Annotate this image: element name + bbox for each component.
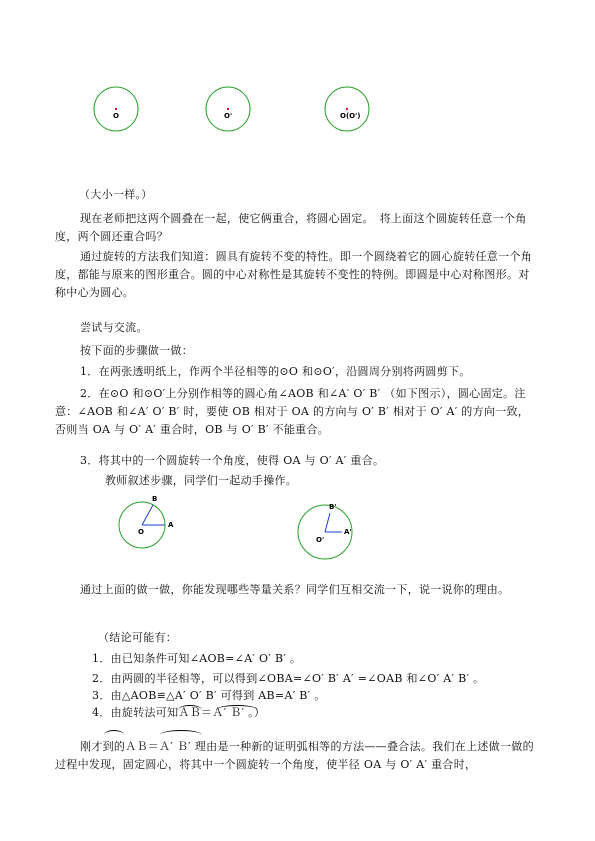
conclusion-2: 2．由两圆的半径相等，可以得到∠OBA=∠O′ B′ A′ =∠OAB 和∠O′ A′ B′ 。 [92,672,485,685]
radius-o-prime-b-prime [325,513,330,532]
arc-mark-a-prime-b-prime-2 [160,730,202,735]
text-possible-conclusions: （结论可能有： [98,631,178,644]
step-1: 1．在两张透明纸上，作两个半径相等的⊙O 和⊙O′，沿圆周分别将两圆剪下。 [80,365,471,378]
label-o-prime: O' [224,112,233,120]
label-a: A [168,521,174,529]
label-o-mid: O [138,528,144,536]
center-dot-overlapped [346,108,348,110]
step-3: 3．将其中的一个圆旋转一个角度，使得 OA 与 O′ A′ 重合。 [80,454,385,467]
label-a-prime: A' [344,528,352,536]
paragraph-superposition-method: 刚才到的ＡＢ＝Ａ′ Ｂ′ 理由是一种新的证明弧相等的方法——叠合法。我们在上述做一做的过程中发现，固定圆心，将其中一个圆旋转一个角度，使半径 OA 与 O′ A′ 重合时， [55,740,534,771]
arc-mark-a-prime-b-prime [216,705,258,710]
paragraph-rotation-property: 通过旋转的方法我们知道：圆具有旋转不变的特性。即一个圆绕着它的圆心旋转任意一个角度，都能与原来的图形重合。圆的中心对称性是其旋转不变性的特例。即圆是中心对称图形。对称中心为圆心。 [55,250,532,299]
label-o-prime-mid: O' [316,536,325,544]
radius-ob [142,505,153,525]
text-teacher-narrates: 教师叙述步骤，同学们一起动手操作。 [105,474,298,487]
step-2: 2．在⊙O 和⊙O′上分别作相等的圆心角∠AOB 和∠A′ O′ B′ （如下图示），圆心固定。注意：∠AOB 和∠A′ O′ B′ 时，要使 OB 相对于 OA 的方向与 O′ B′ 相对于 O′ A′ 的方向一致，否则当 OA 与 O′ A′ 重合时，OB 与 O′ B′ 不能重合。 [55,387,530,436]
text-same-size: （大小一样。） [79,188,153,201]
label-overlapped: O(O') [340,112,361,120]
arc-mark-ab-2 [104,730,124,735]
label-b: B [152,495,158,503]
center-dot-o-prime [227,108,229,110]
label-o: O [113,112,119,120]
circle-a-prime-o-prime-b-prime-group [298,503,352,559]
three-circles-figure [90,84,390,134]
label-b-prime: B' [329,503,337,511]
conclusion-1: 1．由已知条件可知∠AOB=∠A′ O′ B′ 。 [92,652,302,665]
paragraph-discuss-equal-relations: 通过上面的做一做，你能发现哪些等量关系？同学们互相交流一下，说一说你的理由。 [80,583,510,596]
conclusion-4: 4．由旋转法可知ＡＢ＝Ａ′ Ｂ′ 。） [92,706,266,719]
arc-mark-ab [178,705,202,710]
conclusion-3: 3．由△AOB≌△A′ O′ B′ 可得到 AB=A′ B′ 。 [92,689,326,702]
text-steps-intro: 按下面的步骤做一做： [80,344,193,357]
text-try-and-discuss: 尝试与交流。 [80,321,148,334]
circle-aob-group [119,495,174,548]
paragraph-overlap-circles: 现在老师把这两个圆叠在一起，使它俩重合，将圆心固定。 将上面这个圆旋转任意一个角度，两个圆还重合吗？ [55,212,527,243]
angle-circles-figure [110,494,370,564]
center-dot-o [115,108,117,110]
